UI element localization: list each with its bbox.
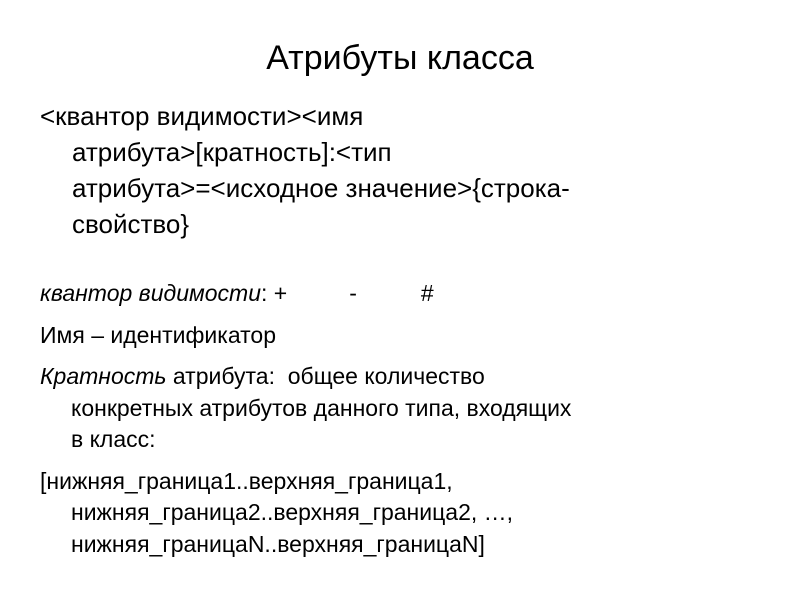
multiplicity-continuation: в класс:	[71, 426, 156, 452]
visibility-term: квантор видимости	[40, 280, 261, 306]
symbol-public: +	[273, 280, 288, 306]
syntax-line: атрибута>[кратность]:<тип	[72, 137, 392, 167]
range-continuation: нижняя_границаN..верхняя_границаN]	[71, 530, 485, 557]
explanation-list	[40, 278, 770, 560]
visibility-colon: :	[261, 280, 268, 306]
syntax-line: атрибута>=<исходное значение>{строка-	[72, 173, 570, 203]
multiplicity-term: Кратность	[40, 363, 167, 389]
visibility-line	[40, 278, 770, 310]
symbol-private: -	[349, 280, 357, 306]
slide-title: Атрибуты класса	[266, 39, 534, 77]
syntax-line: свойство}	[72, 209, 190, 239]
syntax-line: <квантор видимости><имя	[40, 101, 364, 131]
name-line: Имя – идентификатор	[40, 321, 276, 348]
range-line: [нижняя_граница1..верхняя_граница1,	[40, 467, 453, 494]
multiplicity-text: атрибута: общее количество	[166, 363, 485, 389]
attribute-syntax	[40, 98, 720, 242]
symbol-protected: #	[420, 280, 434, 306]
range-continuation: нижняя_граница2..верхняя_граница2, …,	[71, 499, 514, 525]
multiplicity-line	[40, 361, 770, 393]
multiplicity-continuation: конкретных атрибутов данного типа, входящих	[71, 394, 572, 421]
